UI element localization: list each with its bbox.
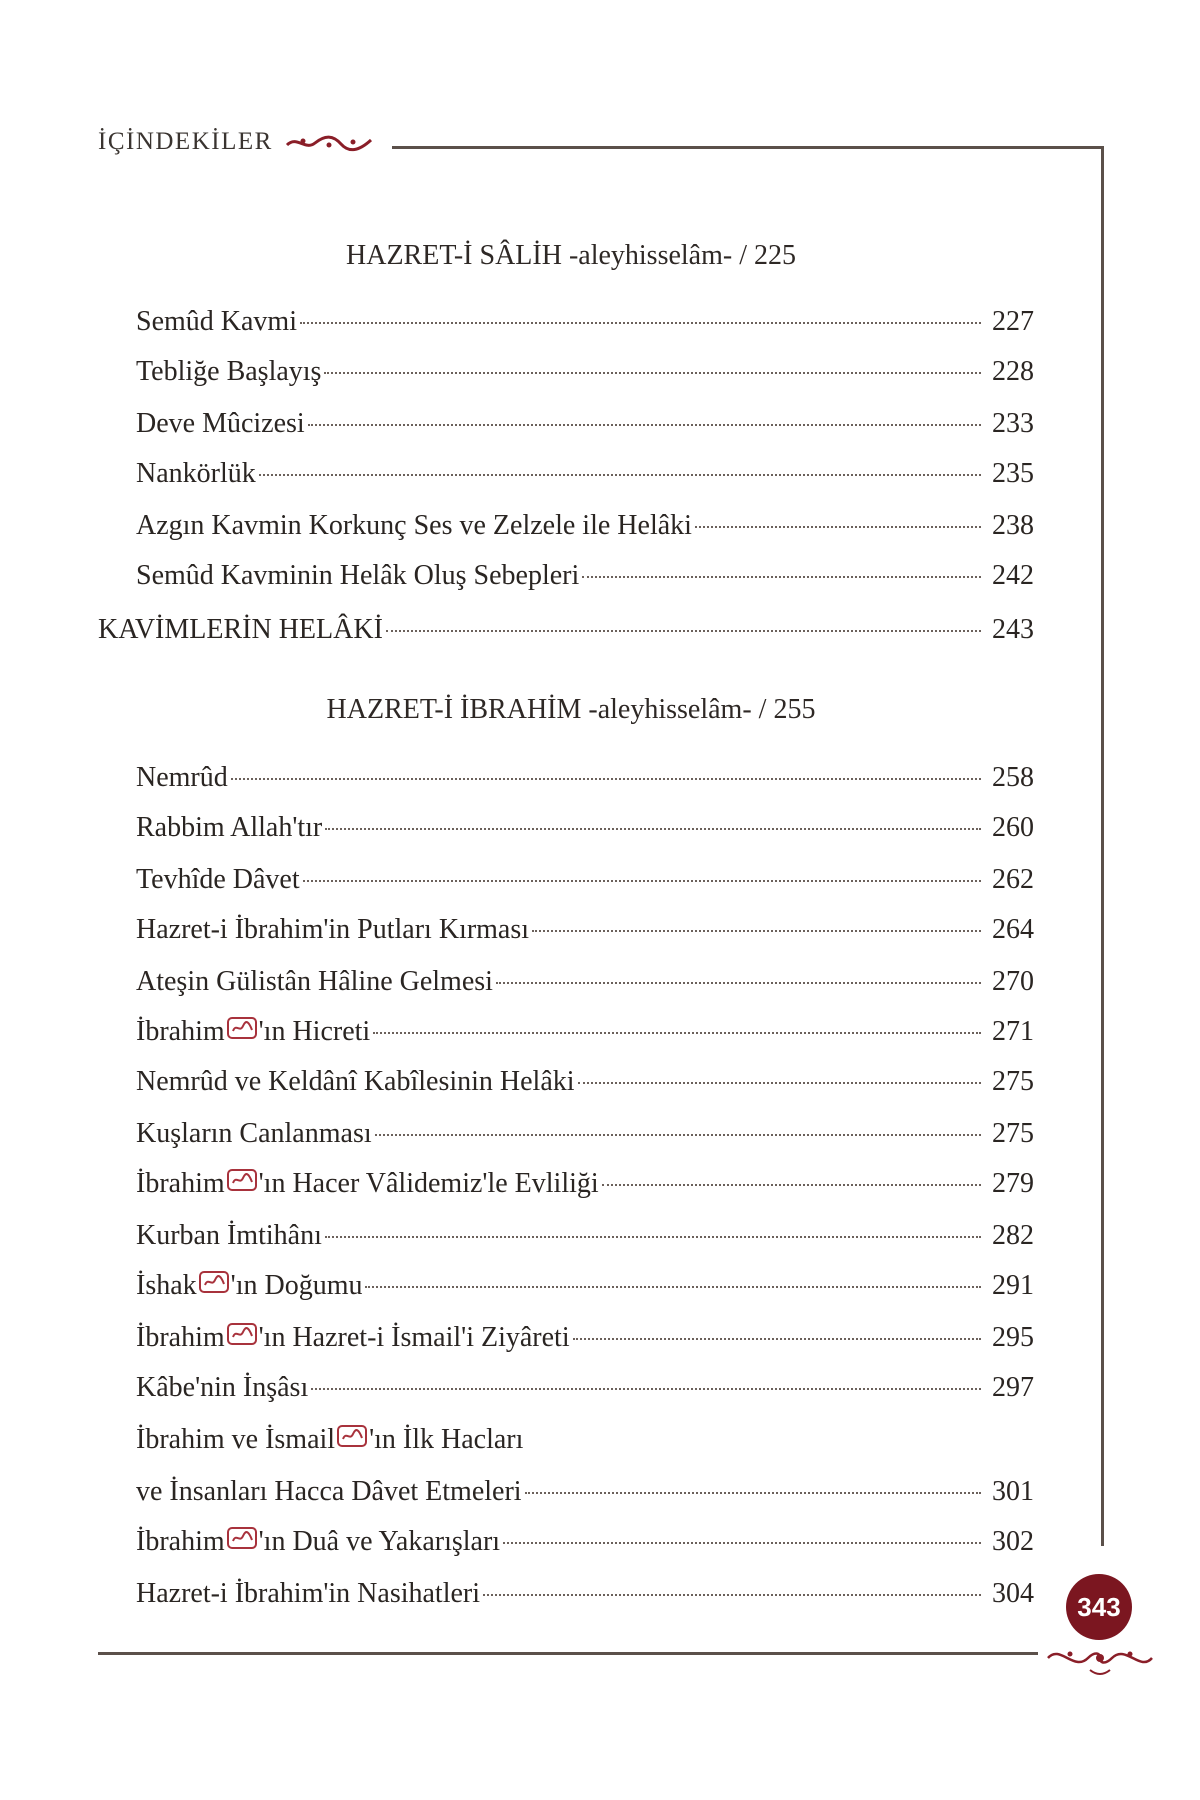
dot-leader (386, 630, 981, 632)
aleyhisselam-seal-icon (227, 1168, 257, 1192)
toc-entry-title: Nemrûd (136, 762, 228, 793)
toc-entry-title: Hazret-i İbrahim'in Putları Kırması (136, 914, 530, 945)
toc-entry-title: Nankörlük (136, 458, 256, 489)
toc-entry (136, 1066, 1034, 1106)
toc-entry (136, 510, 1034, 550)
dot-leader (525, 1492, 981, 1494)
section-heading-salih: HAZRET-İ SÂLİH -aleyhisselâm- / 225 (346, 240, 796, 271)
toc-entry-page: 238 (992, 510, 1034, 541)
aleyhisselam-seal-icon (199, 1270, 229, 1294)
toc-entry (136, 1372, 1034, 1412)
dot-leader (300, 322, 981, 324)
dot-leader (582, 576, 981, 578)
toc-entry-page: 304 (992, 1578, 1034, 1609)
toc-entry-page: 270 (992, 966, 1034, 997)
toc-entry (136, 1476, 1034, 1516)
toc-entry-title: Tebliğe Başlayış (136, 356, 322, 387)
toc-entry-title-suffix: 'ın Hicreti (258, 1016, 371, 1047)
toc-entry-title-suffix: 'ın Hazret-i İsmail'i Ziyâreti (258, 1322, 570, 1353)
toc-entry-title: Rabbim Allah'tır (136, 812, 323, 843)
toc-entry (136, 1168, 1034, 1208)
toc-entry (136, 1526, 1034, 1566)
toc-entry-page: 271 (992, 1016, 1034, 1047)
toc-entry (136, 1322, 1034, 1362)
dot-leader (503, 1542, 981, 1544)
dot-leader (365, 1286, 981, 1288)
dot-leader (231, 778, 981, 780)
toc-entry (136, 1270, 1034, 1310)
toc-entry-page: 235 (992, 458, 1034, 489)
dot-leader (578, 1082, 981, 1084)
bottom-rule (98, 1652, 1038, 1655)
toc-entry-page: 243 (992, 614, 1034, 645)
toc-entry-title: Azgın Kavmin Korkunç Ses ve Zelzele ile Helâki (136, 510, 692, 541)
toc-entry-page: 297 (992, 1372, 1034, 1403)
dot-leader (573, 1338, 981, 1340)
toc-entry (136, 1424, 1034, 1464)
dot-leader (308, 424, 981, 426)
toc-entry-title: Hazret-i İbrahim'in Nasihatleri (136, 1578, 481, 1609)
toc-entry-page: 228 (992, 356, 1034, 387)
toc-entry-page: 264 (992, 914, 1034, 945)
toc-entry-page: 291 (992, 1270, 1034, 1301)
toc-entry-page: 275 (992, 1066, 1034, 1097)
toc-entry (136, 966, 1034, 1006)
toc-entry-title-suffix: 'ın İlk Hacları (369, 1424, 524, 1455)
toc-entry-page: 302 (992, 1526, 1034, 1557)
toc-entry-title: ve İnsanları Hacca Dâvet Etmeleri (136, 1476, 522, 1507)
flourish-ornament-icon (1040, 1636, 1160, 1680)
toc-entry-title: KAVİMLERİN HELÂKİ (98, 614, 383, 645)
toc-entry (136, 812, 1034, 852)
toc-entry-page: 275 (992, 1118, 1034, 1149)
toc-entry-title: Kuşların Canlanması (136, 1118, 372, 1149)
toc-entry-page: 260 (992, 812, 1034, 843)
dot-leader (496, 982, 981, 984)
dot-leader (375, 1134, 981, 1136)
toc-entry-title-suffix: 'ın Doğumu (230, 1270, 363, 1301)
header-title: İÇİNDEKİLER (98, 128, 273, 155)
toc-entry (136, 408, 1034, 448)
toc-entry (136, 914, 1034, 954)
aleyhisselam-seal-icon (227, 1016, 257, 1040)
dot-leader (483, 1594, 981, 1596)
toc-entry-title: İbrahim ve İsmail (136, 1424, 336, 1455)
dot-leader (311, 1388, 981, 1390)
toc-entry (136, 762, 1034, 802)
section-heading-ibrahim: HAZRET-İ İBRAHİM -aleyhisselâm- / 255 (326, 694, 816, 725)
toc-entry-page: 233 (992, 408, 1034, 439)
toc-entry-page: 258 (992, 762, 1034, 793)
toc-entry-title: İshak (136, 1270, 197, 1301)
dot-leader (532, 930, 981, 932)
dot-leader (695, 526, 981, 528)
toc-entry (136, 356, 1034, 396)
toc-entry (136, 1578, 1034, 1618)
toc-entry-page: 227 (992, 306, 1034, 337)
aleyhisselam-seal-icon (227, 1322, 257, 1346)
toc-entry-page: 282 (992, 1220, 1034, 1251)
toc-entry-top-level (98, 614, 1034, 654)
toc-entry (136, 864, 1034, 904)
toc-entry-page: 295 (992, 1322, 1034, 1353)
toc-entry-title: Nemrûd ve Keldânî Kabîlesinin Helâki (136, 1066, 575, 1097)
toc-entry (136, 306, 1034, 346)
toc-entry (136, 1220, 1034, 1260)
toc-entry-title-suffix: 'ın Duâ ve Yakarışları (258, 1526, 501, 1557)
toc-entry-title: Deve Mûcizesi (136, 408, 305, 439)
toc-entry (136, 458, 1034, 498)
dot-leader (373, 1032, 981, 1034)
toc-entry-title-suffix: 'ın Hacer Vâlidemiz'le Evliliği (258, 1168, 599, 1199)
dot-leader (325, 828, 981, 830)
aleyhisselam-seal-icon (227, 1526, 257, 1550)
toc-entry-page: 242 (992, 560, 1034, 591)
toc-entry-title: İbrahim (136, 1168, 225, 1199)
toc-entry-title: Ateşin Gülistân Hâline Gelmesi (136, 966, 493, 997)
dot-leader (324, 372, 981, 374)
top-rule (392, 146, 1104, 149)
toc-entry-title: İbrahim (136, 1322, 225, 1353)
toc-entry-title: İbrahim (136, 1526, 225, 1557)
toc-entry-title: Semûd Kavmi (136, 306, 297, 337)
aleyhisselam-seal-icon (337, 1424, 367, 1448)
header-ornament-icon (283, 131, 375, 153)
toc-entry-page: 279 (992, 1168, 1034, 1199)
toc-entry-title: Tevhîde Dâvet (136, 864, 300, 895)
toc-entry-page: 301 (992, 1476, 1034, 1507)
toc-entry-title: Kâbe'nin İnşâsı (136, 1372, 309, 1403)
dot-leader (303, 880, 981, 882)
right-rule (1101, 146, 1104, 1546)
toc-entry (136, 1016, 1034, 1056)
toc-entry-title: İbrahim (136, 1016, 225, 1047)
dot-leader (602, 1184, 981, 1186)
toc-entry (136, 560, 1034, 600)
toc-entry-title: Kurban İmtihânı (136, 1220, 322, 1251)
page-header (98, 128, 375, 156)
toc-entry-page: 262 (992, 864, 1034, 895)
page-number-badge: 343 (1066, 1574, 1132, 1640)
toc-entry-title: Semûd Kavminin Helâk Oluş Sebepleri (136, 560, 580, 591)
toc-entry (136, 1118, 1034, 1158)
dot-leader (259, 474, 981, 476)
dot-leader (325, 1236, 981, 1238)
